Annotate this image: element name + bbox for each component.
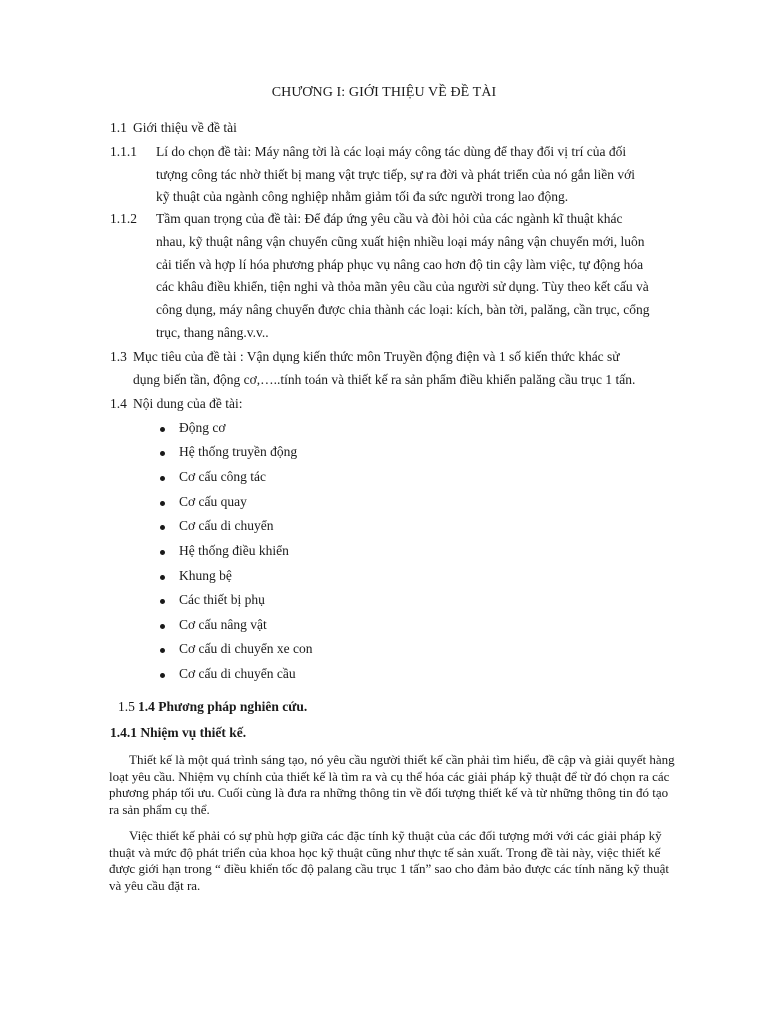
section-number: 1.5 bbox=[118, 699, 135, 714]
list-item bbox=[0, 518, 768, 538]
list-item-text: Cơ cấu di chuyển xe con bbox=[179, 641, 313, 656]
paragraph-line: các khâu điều khiển, tiện nghi và thỏa mãn yêu cầu của người sử dụng. Tùy theo kết cấu và bbox=[156, 279, 649, 294]
section-number: 1.1 bbox=[110, 120, 127, 135]
list-item-text: Cơ cấu công tác bbox=[179, 469, 266, 484]
list-item-text: Cơ cấu nâng vật bbox=[179, 617, 267, 632]
bullet-icon bbox=[160, 476, 165, 481]
list-item bbox=[0, 444, 768, 464]
list-item-text: Các thiết bị phụ bbox=[179, 592, 265, 607]
list-item bbox=[0, 494, 768, 514]
list-item bbox=[0, 543, 768, 563]
paragraph-line: Mục tiêu của đề tài : Vận dụng kiến thức môn Truyền động điện và 1 số kiến thức khác sử bbox=[133, 349, 620, 364]
section-1-5 bbox=[118, 699, 308, 715]
paragraph-line: Tầm quan trọng của đề tài: Để đáp ứng yêu cầu và đòi hỏi của các ngành kĩ thuật khác bbox=[156, 211, 623, 226]
bullet-icon bbox=[160, 673, 165, 678]
paragraph-line: kỹ thuật của ngành công nghiệp nhằm giảm tối đa sức người trong lao động. bbox=[156, 189, 569, 204]
paragraph-line: nhau, kỹ thuật nâng vận chuyển cũng xuất hiện nhiều loại máy nâng vận chuyển mới, luôn bbox=[156, 234, 645, 249]
bullet-icon bbox=[160, 525, 165, 530]
list-item bbox=[0, 592, 768, 612]
body-paragraph: Thiết kế là một quá trình sáng tạo, nó yêu cầu người thiết kế cần phải tìm hiểu, đề cập và giải quyết hàng loạt yêu cầu. Nhiệm vụ chính của thiết kế là tìm ra và cụ thể hóa các giải pháp kỹ thuật để từ đó chọn ra các phương pháp tối ưu. Cuối cùng là đưa ra những thông tin về đối tượng thiết kế và từ những thông tin đó tạo ra sản phẩm cụ thể. bbox=[109, 752, 675, 817]
list-item bbox=[0, 666, 768, 686]
paragraph-line: cải tiến và hợp lí hóa phương pháp phục vụ nâng cao hơn độ tin cậy làm việc, tự động hóa bbox=[156, 257, 644, 272]
list-item bbox=[0, 469, 768, 489]
paragraph-line: Lí do chọn đề tài: Máy nâng tời là các loại máy công tác dùng để thay đổi vị trí của đối bbox=[156, 144, 627, 159]
paragraph-line: công dụng, máy nâng chuyển được chia thành các loại: kích, bàn tời, palăng, cần trục, cổng bbox=[156, 302, 650, 317]
list-item-text: Hệ thống truyền động bbox=[179, 444, 298, 459]
list-item bbox=[0, 420, 768, 440]
section-heading: Giới thiệu về đề tài bbox=[133, 120, 237, 135]
section-1-4 bbox=[110, 396, 243, 412]
bullet-icon bbox=[160, 427, 165, 432]
bullet-icon bbox=[160, 624, 165, 629]
bullet-icon bbox=[160, 501, 165, 506]
chapter-title: CHƯƠNG I: GIỚI THIỆU VỀ ĐỀ TÀI bbox=[271, 85, 497, 100]
section-heading: Nội dung của đề tài: bbox=[133, 396, 243, 411]
paragraph-line: dụng biến tần, động cơ,…..tính toán và thiết kế ra sản phẩm điều khiển palăng cầu trục 1 tấn. bbox=[133, 372, 636, 387]
bullet-icon bbox=[160, 575, 165, 580]
bullet-icon bbox=[160, 648, 165, 653]
subsection-heading: 1.4.1 Nhiệm vụ thiết kế. bbox=[110, 725, 247, 740]
section-number: 1.4 bbox=[110, 396, 127, 411]
section-number: 1.1.2 bbox=[110, 211, 137, 226]
list-item bbox=[0, 617, 768, 637]
paragraph-line: tượng công tác nhờ thiết bị mang vật trực tiếp, sự ra đời và phát triển của nó gắn liền với bbox=[156, 167, 636, 182]
bullet-icon bbox=[160, 599, 165, 604]
list-item-text: Cơ cấu di chuyển bbox=[179, 518, 274, 533]
list-item-text: Khung bệ bbox=[179, 568, 232, 583]
list-item-text: Hệ thống điều khiển bbox=[179, 543, 289, 558]
list-item-text: Cơ cấu di chuyển cầu bbox=[179, 666, 296, 681]
bullet-icon bbox=[160, 451, 165, 456]
list-item-text: Cơ cấu quay bbox=[179, 494, 247, 509]
body-paragraph: Việc thiết kế phải có sự phù hợp giữa các đặc tính kỹ thuật của các đối tượng mới với các giải pháp kỹ thuật và mức độ phát triển của khoa học kỹ thuật cũng như thực tế sản xuất. Trong đề tài này, việc thiết kế được giới hạn trong “ điều khiển tốc độ palang cầu trục 1 tấn” sao cho đảm bảo được các tính năng kỹ thuật và yêu cầu đặt ra. bbox=[109, 828, 669, 893]
list-item bbox=[0, 568, 768, 588]
section-number: 1.3 bbox=[110, 349, 127, 364]
paragraph-line: trục, thang nâng.v.v.. bbox=[156, 325, 269, 340]
section-heading: 1.4 Phương pháp nghiên cứu. bbox=[138, 699, 308, 714]
bullet-icon bbox=[160, 550, 165, 555]
section-number: 1.1.1 bbox=[110, 144, 137, 159]
list-item bbox=[0, 641, 768, 661]
list-item-text: Động cơ bbox=[179, 420, 226, 435]
section-1-1 bbox=[110, 120, 237, 136]
